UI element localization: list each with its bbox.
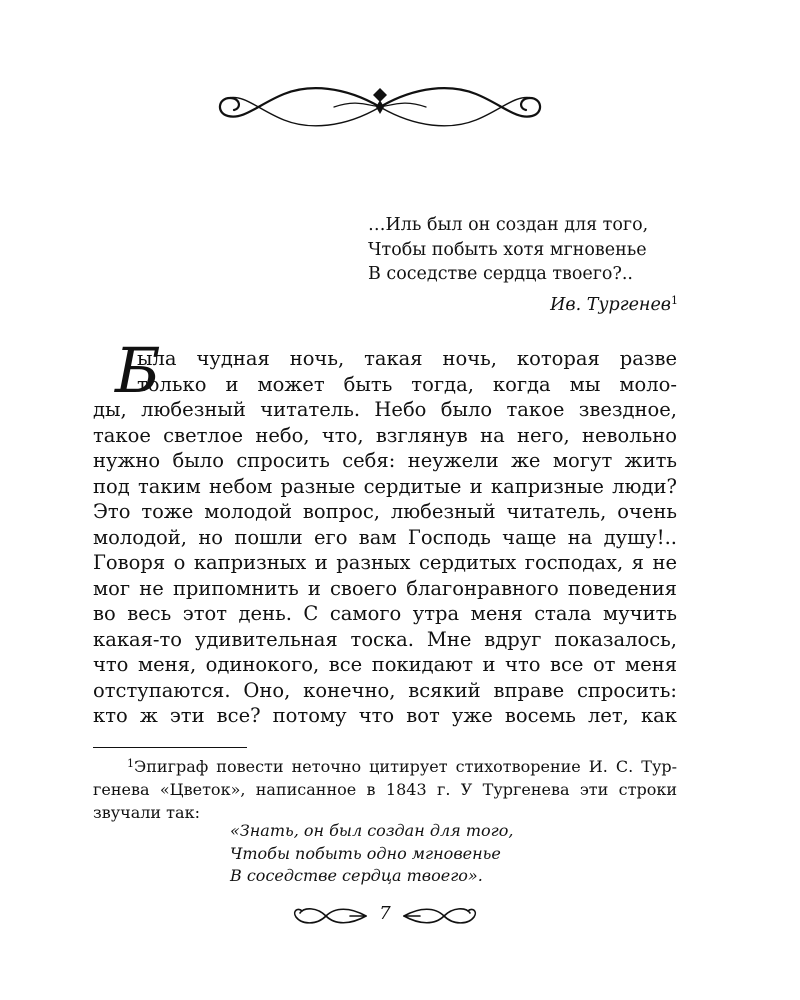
text-line: мог не припомнить и своего благонравного поведения [93,576,677,600]
epigraph [368,213,678,317]
text-line: такое светлое небо, что, взглянув на него, невольно [93,423,677,447]
epigraph-author-name: Ив. Тургенев [550,294,671,315]
footnote-quote-line: В соседстве сердца твоего». [230,866,483,885]
text-line: что меня, одинокого, все покидают и что все от меня [93,653,677,676]
page-footer [290,901,480,931]
text-line: ыла чудная ночь, такая ночь, которая разве [137,347,677,370]
text-line: во весь этот день. С самого утра меня стала мучить [93,602,677,625]
epigraph-line: …Иль был он создан для того, [368,215,649,235]
top-flourish-ornament [214,80,546,134]
epigraph-author [368,289,678,318]
text-line: Говоря о капризных и разных сердитых господах, я не [93,551,677,574]
footnote-quote [230,820,513,888]
text-line: отступаются. Оно, конечно, всякий вправе спросить: [93,678,677,702]
drop-cap-letter: Б [115,334,161,407]
text-line: Это тоже молодой вопрос, любезный читатель, очень [93,500,677,523]
epigraph-line: В соседстве сердца твоего?.. [368,264,633,284]
main-text [93,334,677,729]
text-line: какая-то удивительная тоска. Мне вдруг показалось, [93,627,677,651]
footnote-reference[interactable]: 1 [671,293,678,307]
text-line: молодой, но пошли его вам Господь чаще на душу!.. [93,525,677,549]
footnote-line-text: Эпиграф повести неточно цитирует стихотворение И. С. Тур- [134,757,677,776]
footnote-mark: 1 [127,757,134,770]
text-line: кто ж эти все? потому что вот уже восемь лет, как [93,704,677,727]
footnote [93,752,677,824]
text-line: нужно было спросить себя: неужели же могут жить [93,449,677,472]
text-line: ды, любезный читатель. Небо было такое звездное, [93,398,677,421]
footnote-line [93,752,677,778]
footnote-quote-line: Чтобы побыть одно мгновенье [230,843,501,863]
epigraph-line: Чтобы побыть хотя мгновенье [368,239,647,260]
footnote-quote-line: «Знать, он был создан для того, [230,821,514,840]
footnote-line: генева «Цветок», написанное в 1843 г. У Тургенева эти строки [93,780,677,799]
footnote-divider [93,747,247,748]
page-number: 7 [379,903,391,924]
text-line: под таким небом разные сердитые и капризные люди? [93,474,677,498]
footer-right-ornament [402,905,480,927]
text-line: только и может быть тогда, когда мы моло- [137,372,677,396]
footnote-line: звучали так: [93,803,200,822]
